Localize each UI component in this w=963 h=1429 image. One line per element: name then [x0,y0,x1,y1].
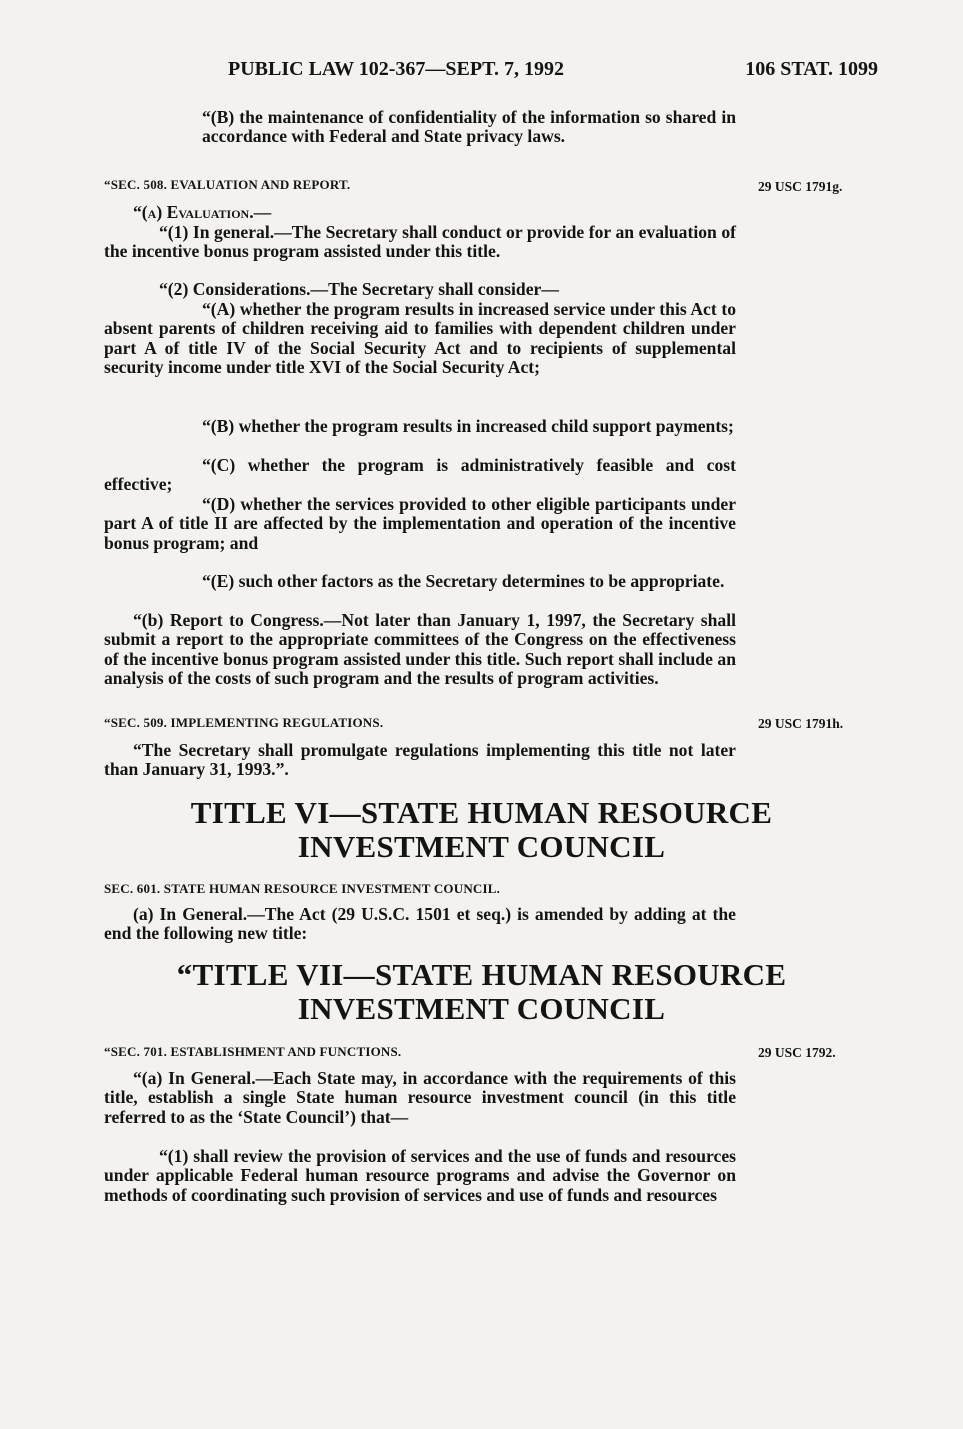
section-701-a [104,1069,736,1127]
header-stat-page: 106 STAT. 1099 [745,58,878,80]
sec-509-text: “The Secretary shall promulgate regulations implementing this title not later than January 31, 1993.”. [104,740,736,780]
title-vii-line-1: “TITLE VII—STATE HUMAN RESOURCE [176,957,787,992]
para-2-considerations [104,280,736,299]
sec-508-title: “SEC. 508. EVALUATION AND REPORT. [104,177,351,192]
header-law-date: PUBLIC LAW 102-367—SEPT. 7, 1992 [228,58,564,80]
section-701-a-1 [104,1147,736,1205]
clause-c [104,456,736,495]
clause-d-text: “(D) whether the services provided to other eligible participants under part A of title II are affected by the implementation and operation of the incentive bonus program; and [104,494,736,553]
margin-note-1792: 29 USC 1792. [758,1045,836,1060]
title-vi-line-2: INVESTMENT COUNCIL [297,829,666,864]
clause-b-text: “(B) whether the program results in increased child support payments; [202,416,734,436]
sec-509-title: “SEC. 509. IMPLEMENTING REGULATIONS. [104,715,384,730]
sec-701-a-text: “(a) In General.—Each State may, in accordance with the requirements of this title, establish a single State human resource investment council (in this title referred to as the ‘State Council’) that— [104,1068,736,1127]
title-vii-line-2: INVESTMENT COUNCIL [297,991,666,1026]
clause-b [104,417,736,436]
section-509-heading [104,715,736,731]
para-b-maintenance [104,108,736,147]
title-vi-line-1: TITLE VI—STATE HUMAN RESOURCE [190,795,773,830]
clause-e-text: “(E) such other factors as the Secretary determines to be appropriate. [202,571,725,591]
sec-701-title: “SEC. 701. ESTABLISHMENT AND FUNCTIONS. [104,1044,402,1059]
clause-e [104,572,736,591]
section-601-heading [104,881,736,897]
sec-601-a-text: (a) In General.—The Act (29 U.S.C. 1501 et seq.) is amended by adding at the end the following new title: [104,904,736,944]
running-header [228,58,878,88]
para-1-text: “(1) In general.—The Secretary shall conduct or provide for an evaluation of the incentive bonus program assisted under this title. [104,222,736,262]
subsection-b-report [104,611,736,689]
margin-note-1791g: 29 USC 1791g. [758,179,843,194]
sub-b-text: “(b) Report to Congress.—Not later than January 1, 1997, the Secretary shall submit a report to the appropriate committees of the Congress on the effectiveness of the incentive bonus program assisted under this title. Such report shall include an analysis of the costs of such program and the results of program activities. [104,610,736,689]
para-2-text: “(2) Considerations.—The Secretary shall consider— [159,279,559,299]
clause-c-text: “(C) whether the program is administratively feasible and cost effective; [104,455,736,495]
section-509-body [104,741,736,780]
para-1-in-general [104,223,736,262]
subsection-a-evaluation [104,203,736,222]
sec-601-title: SEC. 601. STATE HUMAN RESOURCE INVESTMENT COUNCIL. [104,881,501,896]
section-508-heading [104,177,736,193]
sec-701-a-1-text: “(1) shall review the provision of services and the use of funds and resources under applicable Federal human resource programs and advise the Governor on methods of coordinating such provision of services and use of funds and resources [104,1146,736,1205]
section-601-a [104,905,736,944]
margin-note-1791h: 29 USC 1791h. [758,716,844,731]
clause-d [104,495,736,553]
sub-a-heading: “(a) Evaluation.— [133,202,272,222]
section-701-heading [104,1044,736,1060]
clause-a [104,300,736,378]
para-b-text: “(B) the maintenance of confidentiality of the information so shared in accordance with Federal and State privacy laws. [202,107,736,147]
clause-a-text: “(A) whether the program results in increased service under this Act to absent parents of children receiving aid to families with dependent children under part A of title IV of the Social Security Act and to recipients of supplemental security income under title XVI of the Social Security Act; [104,299,736,378]
